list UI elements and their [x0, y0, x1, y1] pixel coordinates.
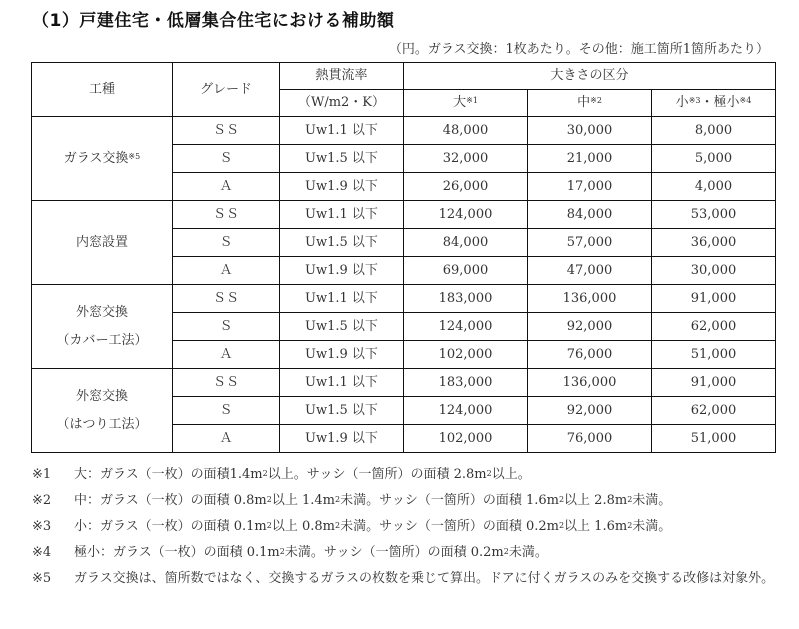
footnote	[32, 462, 782, 488]
thermal-cell: Uw1.9 以下	[280, 341, 404, 369]
footnote	[32, 488, 782, 514]
amount-small-cell: 62,000	[652, 313, 776, 341]
thermal-cell: Uw1.1 以下	[280, 369, 404, 397]
footnote-mark: ※5	[32, 571, 52, 586]
amount-medium-cell: 92,000	[528, 313, 652, 341]
thermal-cell: Uw1.1 以下	[280, 201, 404, 229]
amount-medium-cell: 21,000	[528, 145, 652, 173]
footnote	[32, 540, 782, 566]
grade-cell: Ａ	[173, 425, 280, 453]
amount-medium-cell: 92,000	[528, 397, 652, 425]
header-work-type: 工種	[32, 63, 173, 117]
table-row	[32, 117, 776, 145]
table-row	[32, 369, 776, 397]
amount-medium-cell: 76,000	[528, 341, 652, 369]
amount-large-cell: 183,000	[404, 369, 528, 397]
amount-medium-cell: 47,000	[528, 257, 652, 285]
amount-large-cell: 26,000	[404, 173, 528, 201]
amount-large-cell: 102,000	[404, 425, 528, 453]
footnotes	[32, 462, 782, 592]
amount-large-cell: 124,000	[404, 313, 528, 341]
footnote-mark: ※3	[32, 519, 52, 534]
amount-small-cell: 62,000	[652, 397, 776, 425]
amount-medium-cell: 17,000	[528, 173, 652, 201]
amount-small-cell: 8,000	[652, 117, 776, 145]
footnote-mark: ※2	[32, 493, 52, 508]
thermal-cell: Uw1.9 以下	[280, 257, 404, 285]
header-medium: 中$^{※2}$	[528, 90, 652, 117]
footnote-text: 極小：ガラス（一枚）の面積 $0.1m^2$未満。サッシ（一箇所）の面積 $0.2m^2$未満。	[74, 545, 548, 560]
amount-medium-cell: 30,000	[528, 117, 652, 145]
amount-large-cell: 32,000	[404, 145, 528, 173]
amount-small-cell: 30,000	[652, 257, 776, 285]
amount-small-cell: 51,000	[652, 341, 776, 369]
thermal-cell: Uw1.5 以下	[280, 397, 404, 425]
amount-large-cell: 69,000	[404, 257, 528, 285]
grade-cell: ＳＳ	[173, 201, 280, 229]
grade-cell: ＳＳ	[173, 285, 280, 313]
table-row	[32, 201, 776, 229]
amount-large-cell: 183,000	[404, 285, 528, 313]
footnote	[32, 566, 782, 592]
work-type-cell: 外窓交換 （はつり工法）	[32, 369, 173, 453]
grade-cell: Ａ	[173, 173, 280, 201]
amount-small-cell: 91,000	[652, 285, 776, 313]
work-type-cell: 外窓交換 （カバー工法）	[32, 285, 173, 369]
amount-large-cell: 124,000	[404, 397, 528, 425]
amount-medium-cell: 136,000	[528, 285, 652, 313]
footnote-text: 小：ガラス（一枚）の面積 $0.1m^2$以上 $0.8m^2$未満。サッシ（一箇所）の面積 $0.2m^2$以上 $1.6m^2$未満。	[74, 519, 672, 534]
thermal-cell: Uw1.5 以下	[280, 313, 404, 341]
thermal-cell: Uw1.1 以下	[280, 285, 404, 313]
footnote-text: 中：ガラス（一枚）の面積 $0.8m^2$以上 $1.4m^2$未満。サッシ（一箇所）の面積 $1.6m^2$以上 $2.8m^2$未満。	[74, 493, 672, 508]
work-type-cell: ガラス交換$^{※5}$	[32, 117, 173, 201]
amount-large-cell: 48,000	[404, 117, 528, 145]
amount-small-cell: 51,000	[652, 425, 776, 453]
grade-cell: Ｓ	[173, 313, 280, 341]
header-grade: グレード	[173, 63, 280, 117]
grade-cell: ＳＳ	[173, 369, 280, 397]
header-small-extra-small: 小$^{※3}$・極小$^{※4}$	[652, 90, 776, 117]
table-row	[32, 285, 776, 313]
amount-large-cell: 124,000	[404, 201, 528, 229]
work-type-cell: 内窓設置	[32, 201, 173, 285]
grade-cell: Ａ	[173, 257, 280, 285]
amount-large-cell: 102,000	[404, 341, 528, 369]
header-thermal-unit: （W/m2・K）	[280, 90, 404, 117]
footnote-mark: ※1	[32, 467, 52, 482]
grade-cell: ＳＳ	[173, 117, 280, 145]
grade-cell: Ｓ	[173, 229, 280, 257]
thermal-cell: Uw1.5 以下	[280, 229, 404, 257]
page-title: （1）戸建住宅・低層集合住宅における補助額	[32, 11, 395, 31]
thermal-cell: Uw1.1 以下	[280, 117, 404, 145]
amount-medium-cell: 57,000	[528, 229, 652, 257]
amount-medium-cell: 76,000	[528, 425, 652, 453]
amount-small-cell: 5,000	[652, 145, 776, 173]
amount-small-cell: 91,000	[652, 369, 776, 397]
grade-cell: Ａ	[173, 341, 280, 369]
thermal-cell: Uw1.5 以下	[280, 145, 404, 173]
amount-medium-cell: 84,000	[528, 201, 652, 229]
footnote-text: 大：ガラス（一枚）の面積$1.4m^2$以上。サッシ（一箇所）の面積 $2.8m^2$以上。	[74, 467, 531, 482]
amount-small-cell: 53,000	[652, 201, 776, 229]
footnote-text: ガラス交換は、箇所数ではなく、交換するガラスの枚数を乗じて算出。ドアに付くガラスのみを交換する改修は対象外。	[74, 571, 775, 586]
unit-note: （円。ガラス交換：1枚あたり。その他：施工箇所1箇所あたり）	[388, 42, 769, 57]
grade-cell: Ｓ	[173, 145, 280, 173]
amount-large-cell: 84,000	[404, 229, 528, 257]
amount-medium-cell: 136,000	[528, 369, 652, 397]
header-thermal-transmittance: 熱貫流率	[280, 63, 404, 90]
amount-small-cell: 36,000	[652, 229, 776, 257]
footnote-mark: ※4	[32, 545, 52, 560]
thermal-cell: Uw1.9 以下	[280, 173, 404, 201]
amount-small-cell: 4,000	[652, 173, 776, 201]
subsidy-table	[31, 62, 776, 453]
grade-cell: Ｓ	[173, 397, 280, 425]
thermal-cell: Uw1.9 以下	[280, 425, 404, 453]
footnote	[32, 514, 782, 540]
header-size-category: 大きさの区分	[404, 63, 776, 90]
header-large: 大$^{※1}$	[404, 90, 528, 117]
